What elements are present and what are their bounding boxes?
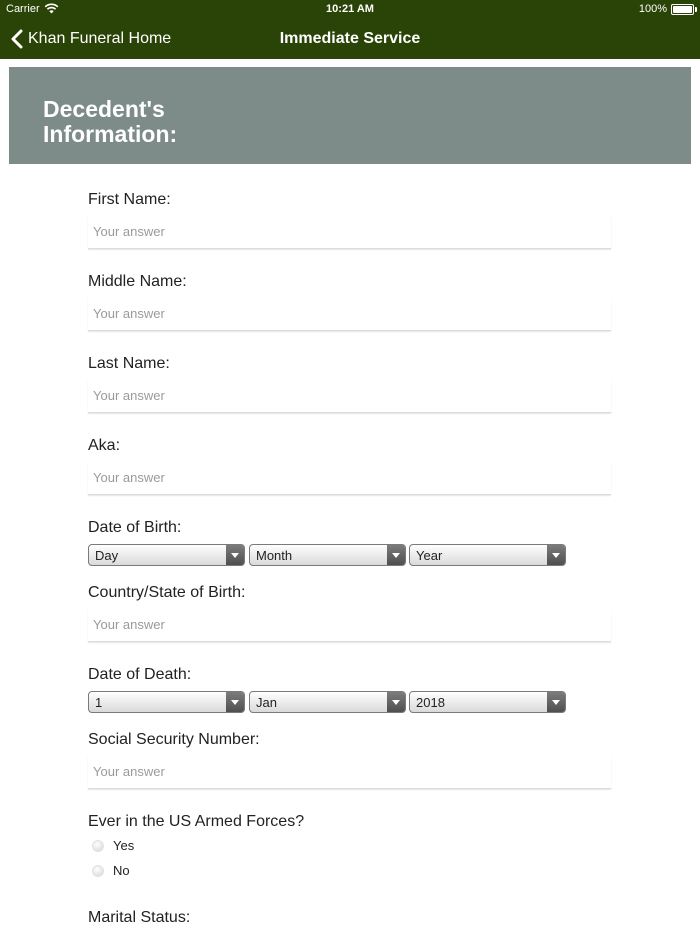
dropdown-arrow-icon [226, 545, 244, 565]
death-month-select[interactable] [249, 691, 406, 713]
first-name-label: First Name: [88, 191, 171, 208]
dropdown-arrow-icon [387, 545, 405, 565]
ssn-label: Social Security Number: [88, 731, 260, 748]
armed-forces-option-yes[interactable] [92, 838, 134, 853]
dropdown-arrow-icon [547, 545, 565, 565]
armed-forces-option-no[interactable] [92, 863, 130, 878]
date-of-birth-label: Date of Birth: [88, 519, 182, 536]
section-header [9, 67, 691, 164]
radio-label-no: No [113, 863, 130, 878]
birth-month-select[interactable] [249, 544, 406, 566]
radio-button[interactable] [92, 865, 104, 877]
date-of-death-label: Date of Death: [88, 666, 192, 683]
battery-percentage: 100% [638, 3, 667, 15]
status-time: 10:21 AM [326, 3, 374, 15]
radio-button[interactable] [92, 840, 104, 852]
dropdown-arrow-icon [226, 692, 244, 712]
first-name-input[interactable] [88, 215, 611, 249]
back-button-label: Khan Funeral Home [28, 30, 172, 47]
dropdown-arrow-icon [547, 692, 565, 712]
death-day-select[interactable] [88, 691, 245, 713]
middle-name-input[interactable] [88, 297, 611, 331]
page-title: Immediate Service [279, 30, 421, 47]
birth-day-select[interactable] [88, 544, 245, 566]
last-name-input[interactable] [88, 379, 611, 413]
birth-month-value: Month [256, 548, 293, 563]
radio-label-yes: Yes [113, 838, 135, 853]
birth-year-value: Year [416, 548, 443, 563]
death-year-select[interactable] [409, 691, 566, 713]
aka-input[interactable] [88, 461, 611, 495]
navigation-bar [0, 0, 700, 59]
carrier-label: Carrier [6, 3, 40, 15]
aka-label: Aka: [88, 437, 121, 454]
country-state-of-birth-label: Country/State of Birth: [88, 584, 246, 601]
battery-icon [671, 4, 694, 15]
birth-year-select[interactable] [409, 544, 566, 566]
ssn-input[interactable] [88, 755, 611, 789]
death-day-value: 1 [95, 695, 103, 710]
birth-day-value: Day [95, 548, 119, 563]
middle-name-label: Middle Name: [88, 273, 187, 290]
marital-status-label: Marital Status: [88, 909, 191, 926]
death-year-value: 2018 [416, 695, 445, 710]
section-title: Decedent's Information: [43, 96, 178, 147]
last-name-label: Last Name: [88, 355, 170, 372]
armed-forces-label: Ever in the US Armed Forces? [88, 813, 305, 830]
death-month-value: Jan [256, 695, 277, 710]
status-bar [0, 0, 700, 20]
dropdown-arrow-icon [387, 692, 405, 712]
country-state-of-birth-input[interactable] [88, 608, 611, 642]
